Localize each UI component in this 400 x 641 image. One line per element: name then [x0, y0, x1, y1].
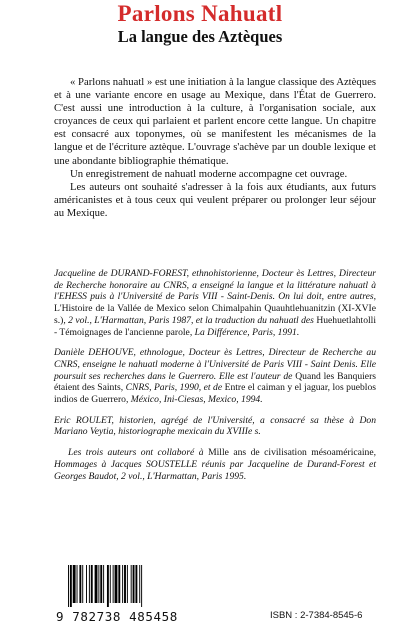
barcode-bar [79, 565, 81, 603]
blurb [54, 76, 376, 220]
bio-roulet: Eric ROULET, historien, agrégé de l'Université, a consacré sa thèse à Don Mariano Veytia, historiographe mexicain du XVIIIe s. [54, 414, 376, 438]
bio-text: , Hommages à Jacques SOUSTELLE réunis par Jacqueline de Durand-Forest et Georges Baudot, 2 vol., L'Harmattan, Paris 1995. [54, 447, 377, 482]
barcode-bar [139, 565, 140, 603]
barcode-bar [91, 565, 93, 603]
book-title: Parlons Nahuatl [117, 1, 283, 26]
barcode-bar [73, 565, 76, 603]
book-reference: L'Histoire de la Vallée de Mexico selon Chimalpahin Quauhtlehuanitzin (XI-XVIe s.) [54, 303, 376, 326]
barcode-bar [141, 565, 142, 607]
bio-text: , [189, 326, 195, 338]
barcode-bar [82, 565, 83, 603]
bio-durand-forest [54, 268, 376, 338]
collaboration-note [54, 447, 376, 482]
barcode-bar [122, 565, 123, 603]
barcode-bars [68, 565, 168, 607]
barcode-bar [133, 565, 135, 603]
barcode-bar [115, 565, 118, 603]
book-reference: Quand les Banquiers étaient des Saints [54, 370, 376, 394]
bio-dehouve [54, 347, 376, 406]
blurb-paragraph-1: « Parlons nahuatl » est une initiation à la langue classique des Aztèques et à une variante encore en usage au Mexique, dans l'État de Guerrero. C'est aussi une introduction à la culture, à l'organisation sociale, aux croyances de ceux qui parlaient et parlent encore cette langue. Un chapitre est consacré aux toponymes, où se manifestent les mécanismes de la langue et de l'écriture aztèque. L'ouvrage s'achève par un double lexique et une abondante bibliographie thématique. [54, 76, 376, 167]
barcode-bar [127, 565, 128, 603]
barcode-bar [100, 565, 102, 603]
bio-text: Jacqueline de DURAND-FOREST, ethnohistorienne, Docteur ès Lettres, Directeur de Recherche honoraire au CNRS, a enseigné la langue et la littérature nahuatl à l'EHESS puis à l'Université de Paris VIII - Saint-Denis. On lui doit, entre autres, [54, 268, 376, 303]
book-subtitle: La langue des Aztèques [117, 27, 283, 46]
barcode-bar [89, 565, 90, 603]
bio-text: , México, Ini-Ciesas, Mexico, 1994. [125, 394, 263, 406]
bio-text: Danièle DEHOUVE, ethnologue, Docteur ès Lettres, Directeur de Recherche au CNRS, enseigne le nahuatl moderne à l'Université de Paris VIII - Saint Denis. Elle poursuit ses recherches dans le Guerrero. Elle est l'auteur de [54, 347, 376, 382]
barcode-number: 9 782738 485458 [56, 609, 178, 624]
barcode-bar [135, 565, 137, 603]
barcode-bar [113, 565, 114, 603]
blurb-paragraph-3: Les auteurs ont souhaité s'adresser à la fois aux étudiants, aux futurs américanistes et à tous ceux qui veulent préparer ou prolonger leur séjour au Mexique. [54, 180, 376, 219]
barcode [54, 565, 180, 627]
book-reference: Mille ans de civilisation mésoaméricaine [208, 447, 374, 459]
barcode-bar [95, 565, 98, 603]
bio-text: , 2 vol., L'Harmattan, Paris 1987, et la traduction du nahuatl des [63, 314, 317, 326]
publisher: La Différence [194, 326, 248, 338]
barcode-bar [124, 565, 126, 603]
barcode-bar [98, 565, 99, 603]
barcode-bar [103, 565, 104, 603]
barcode-bar [110, 565, 111, 603]
barcode-bar [86, 565, 87, 603]
book-reference: Huehuetlahtolli - Témoignages de l'ancienne parole [54, 314, 376, 338]
barcode-bar [68, 565, 69, 607]
barcode-bar [77, 565, 78, 603]
book-reference: Entre el caiman y el jaguar, los pueblos indios de Guerrero [54, 382, 376, 406]
blurb-paragraph-2: Un enregistrement de nahuatl moderne accompagne cet ouvrage. [70, 167, 348, 180]
barcode-bar [107, 565, 109, 607]
barcode-bar [118, 565, 120, 603]
isbn: ISBN : 2-7384-8545-6 [270, 610, 363, 621]
bio-text: , Paris, 1991. [247, 326, 300, 338]
author-bios [54, 268, 376, 491]
barcode-bar [70, 565, 72, 607]
barcode-bar [131, 565, 132, 603]
bio-text: , CNRS, Paris, 1990, et de [120, 382, 225, 394]
bio-text: Les trois auteurs ont collaboré à [68, 447, 209, 459]
